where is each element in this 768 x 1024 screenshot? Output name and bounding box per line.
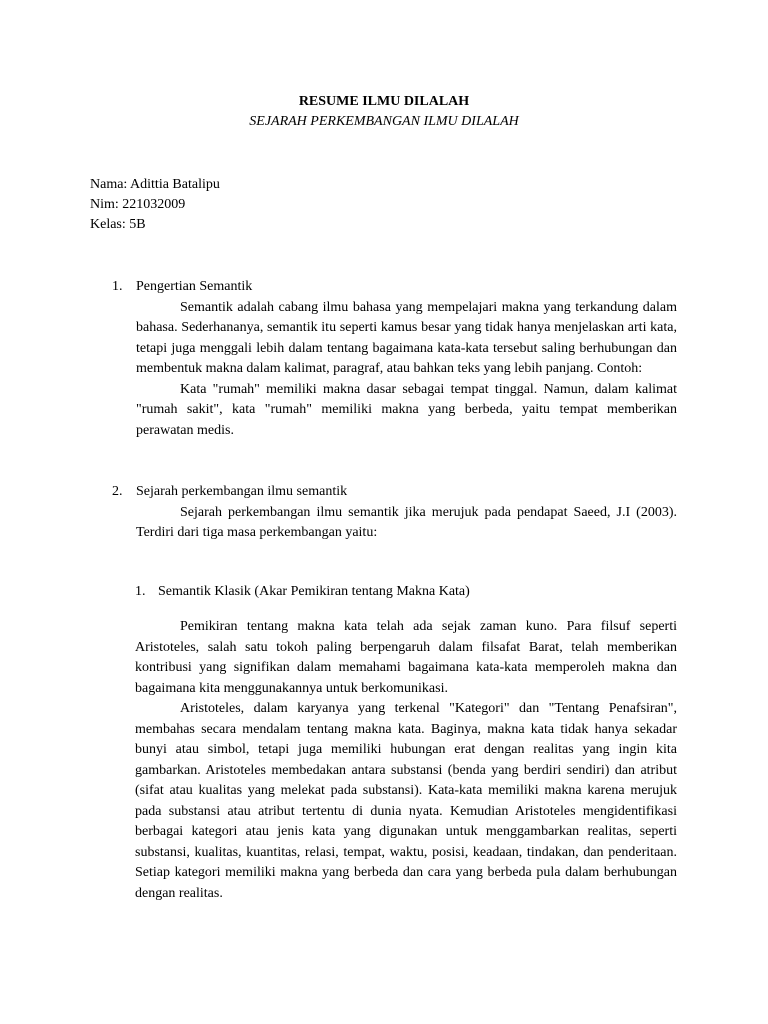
paragraph: Semantik adalah cabang ilmu bahasa yang mempelajari makna yang terkandung dalam bahasa. Sederhananya, semantik itu seperti kamus besar yang tidak hanya menjelaskan arti kata, tetapi juga menggali lebih dalam tentang bagaimana kata-kata tersebut saling berhubungan dan membentuk makna dalam kalimat, paragraf, atau bahkan teks yang lebih panjang. Contoh: xyxy=(136,299,677,376)
section-heading xyxy=(112,277,677,298)
subsection-semantik-klasik xyxy=(135,582,677,603)
subsection-heading-text: Semantik Klasik (Akar Pemikiran tentang Makna Kata) xyxy=(158,584,470,599)
section-number: 2. xyxy=(112,484,123,499)
subsection-body xyxy=(135,617,677,904)
document-subtitle: SEJARAH PERKEMBANGAN ILMU DILALAH xyxy=(249,114,519,129)
paragraph: Aristoteles, dalam karyanya yang terkenal "Kategori" dan "Tentang Penafsiran", membahas secara mendalam tentang makna kata. Baginya, makna kata tidak hanya sekadar bunyi atau simbol, tetapi juga memiliki hubungan erat dengan realitas yang ingin kita gambarkan. Aristoteles membedakan antara substansi (benda yang berdiri sendiri) dan atribut (sifat atau kualitas yang melekat pada substansi). Kata-kata memiliki makna karena merujuk pada substansi atau atribut tertentu di dunia nyata. Kemudian Aristoteles mengidentifikasi berbagai kategori atau jenis kata yang digunakan untuk menggambarkan realitas, seperti substansi, kualitas, kuantitas, relasi, tempat, waktu, posisi, keadaan, tindakan, dan penderitaan. Setiap kategori memiliki makna yang berbeda dan cara yang berbeda pula dalam berhubungan dengan realitas. xyxy=(135,701,677,901)
subsection-heading xyxy=(135,582,677,603)
paragraph: Pemikiran tentang makna kata telah ada sejak zaman kuno. Para filsuf seperti Aristoteles, salah satu tokoh paling berpengaruh dalam filsafat Barat, telah memberikan kontribusi yang signifikan dalam memahami bagaimana kata-kata memperoleh makna dan bagaimana kita menggunakannya untuk berkomunikasi. xyxy=(135,619,677,696)
student-name: Nama: Adittia Batalipu xyxy=(90,177,220,192)
section-pengertian-semantik xyxy=(112,277,677,441)
paragraph: Sejarah perkembangan ilmu semantik jika merujuk pada pendapat Saeed, J.I (2003). Terdiri dari tiga masa perkembangan yaitu: xyxy=(136,504,677,540)
section-heading xyxy=(112,482,677,503)
section-heading-text: Pengertian Semantik xyxy=(136,279,253,294)
section-heading-text: Sejarah perkembangan ilmu semantik xyxy=(136,484,348,499)
section-sejarah-semantik xyxy=(112,482,677,544)
student-identity xyxy=(90,175,220,235)
section-number: 1. xyxy=(112,279,123,294)
document-title: RESUME ILMU DILALAH xyxy=(298,94,470,109)
student-class: Kelas: 5B xyxy=(90,217,146,232)
student-nim: Nim: 221032009 xyxy=(90,197,186,212)
subsection-number: 1. xyxy=(135,584,146,599)
paragraph: Kata "rumah" memiliki makna dasar sebagai tempat tinggal. Namun, dalam kalimat "rumah sakit", kata "rumah" memiliki makna yang berbeda, yaitu tempat memberikan perawatan medis. xyxy=(136,381,677,438)
